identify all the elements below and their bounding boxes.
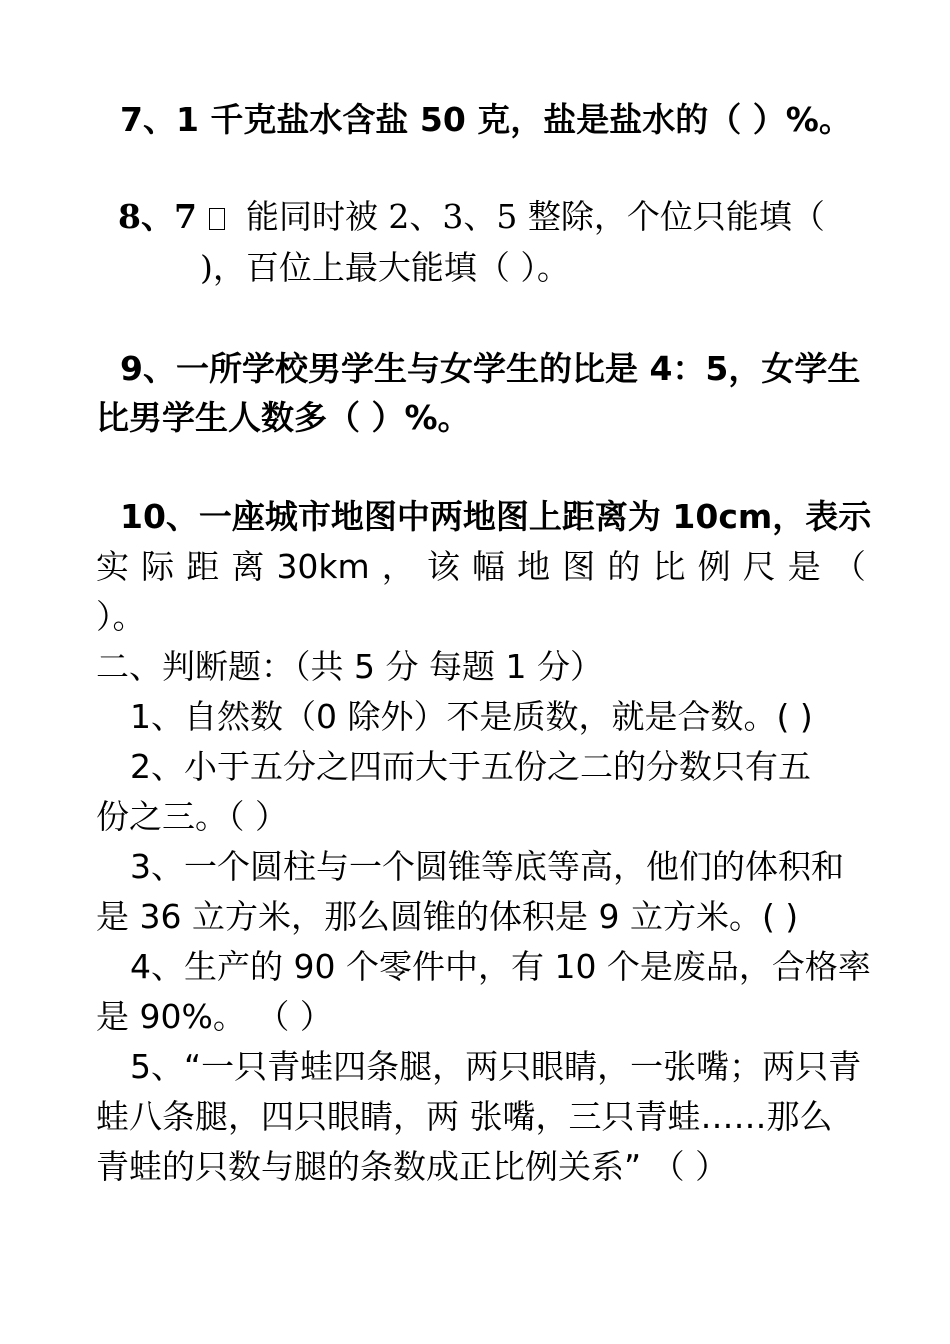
judgment-4-line-2	[96, 997, 866, 1037]
judgment-5-line-2-text: 蛙八条腿，四只眼睛，两 张嘴，三只青蛙……那么	[96, 1097, 833, 1136]
judgment-4-line-1	[130, 947, 900, 987]
q10-char: 的	[607, 547, 641, 586]
judgment-1	[130, 697, 900, 737]
judgment-5-line-1	[130, 1047, 900, 1087]
q10-char: 例	[697, 547, 731, 586]
question-10-line-1	[120, 497, 890, 537]
q10-char: 际	[141, 547, 175, 586]
q10-char: 该	[426, 547, 460, 586]
question-10-line-3-text: ）。	[96, 597, 146, 636]
q10-char: 距	[186, 547, 220, 586]
question-8-suffix: 能同时被 2、3、5 整除，个位只能填（	[245, 197, 825, 236]
judgment-5-line-3-text: 青蛙的只数与腿的条数成正比例关系” （ ）	[96, 1147, 729, 1186]
question-9-line-1-text: 9、一所学校男学生与女学生的比是 4：5，女学生	[120, 349, 861, 388]
judgment-3-line-1	[130, 847, 900, 887]
q10-char: 幅	[472, 547, 506, 586]
judgment-4-line-1-text: 4、生产的 90 个零件中，有 10 个是废品，合格率	[130, 947, 871, 986]
judgment-2-line-1-text: 2、小于五分之四而大于五份之二的分数只有五	[130, 747, 811, 786]
section-2-heading	[96, 647, 866, 687]
q10-char: 尺	[742, 547, 776, 586]
judgment-5-line-1-text: 5、“一只青蛙四条腿，两只眼睛，一张嘴；两只青	[130, 1047, 862, 1086]
q10-char: 比	[652, 547, 686, 586]
judgment-2-line-1	[130, 747, 900, 787]
question-8-prefix: 8、7	[118, 197, 197, 236]
question-7	[120, 100, 890, 140]
q10-char: 是	[787, 547, 821, 586]
section-2-heading-text: 二、判断题：（共 5 分 每题 1 分）	[96, 647, 603, 686]
question-10-line-1-text: 10、一座城市地图中两地图上距离为 10cm，表示	[120, 497, 872, 536]
question-9-line-1	[120, 349, 890, 389]
question-10-line-2	[96, 547, 866, 587]
question-8-line-2-text: )，百位上最大能填（ ）。	[200, 248, 570, 287]
judgment-3-line-2-text: 是 36 立方米，那么圆锥的体积是 9 立方米。( )	[96, 897, 799, 936]
judgment-3-line-2	[96, 897, 866, 937]
q10-char: 实	[96, 547, 129, 586]
question-8-line-1	[118, 197, 888, 237]
question-9-line-2-text: 比男学生人数多（ ）%。	[96, 398, 471, 437]
q10-char: 离	[231, 547, 265, 586]
judgment-3-line-1-text: 3、一个圆柱与一个圆锥等底等高，他们的体积和	[130, 847, 844, 886]
judgment-2-line-2-text: 份之三。（ ）	[96, 797, 288, 836]
judgment-4-line-2-text: 是 90%。 （ ）	[96, 997, 333, 1036]
q10-char: 30km	[276, 547, 370, 586]
judgment-1-text: 1、自然数（0 除外）不是质数，就是合数。( )	[130, 697, 813, 736]
q10-char: （	[832, 547, 866, 586]
question-7-text: 7、1 千克盐水含盐 50 克，盐是盐水的（ ）%。	[120, 100, 852, 139]
question-10-line-3	[96, 597, 866, 637]
q10-char: ，	[381, 547, 415, 586]
q10-char: 图	[562, 547, 596, 586]
question-9-line-2	[96, 398, 866, 438]
judgment-5-line-3	[96, 1147, 866, 1187]
judgment-5-line-2	[96, 1097, 866, 1137]
question-8-line-2	[200, 248, 950, 288]
q10-char: 地	[517, 547, 551, 586]
judgment-2-line-2	[96, 797, 866, 837]
missing-glyph-box-icon	[209, 208, 225, 230]
